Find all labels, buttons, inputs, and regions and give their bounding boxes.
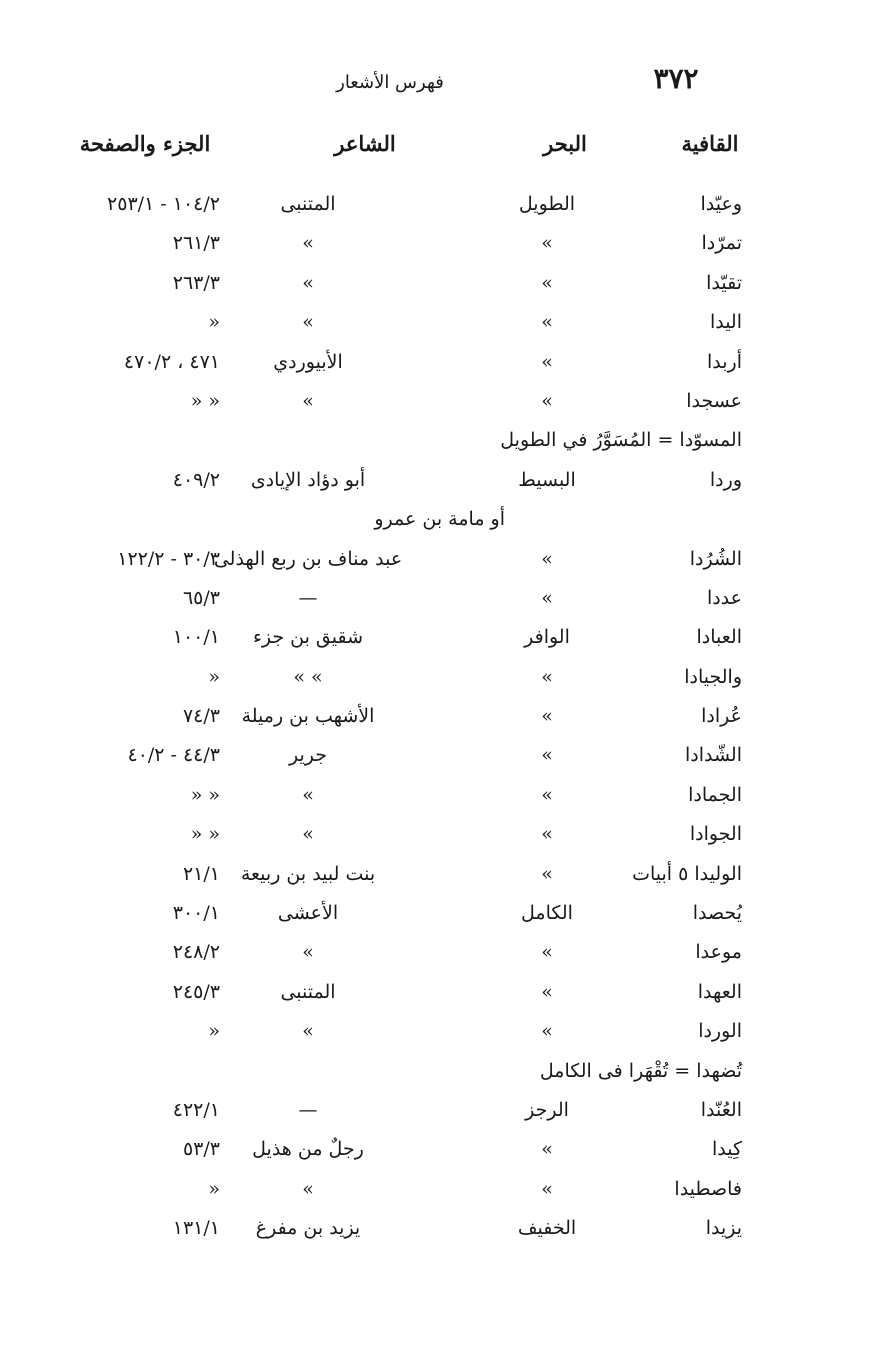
- poet-cell: المتنبى: [280, 980, 336, 1003]
- rhyme-cell: الجوادا: [689, 823, 742, 846]
- reference-cell: » »: [190, 783, 220, 806]
- index-row: [0, 232, 885, 271]
- reference-cell: ٤٠٩/٢: [172, 468, 220, 491]
- rhyme-cell: فاصطيدا: [674, 1177, 742, 1200]
- index-row: [0, 351, 885, 390]
- reference-cell: » »: [190, 823, 220, 846]
- reference-cell: ٤٢٢/١: [172, 1098, 220, 1121]
- poet-cell: —: [298, 586, 318, 609]
- index-row: [0, 1020, 885, 1059]
- poet-continuation: [0, 508, 885, 547]
- rhyme-cell: وردا: [709, 468, 742, 491]
- poet-cell: »: [302, 941, 314, 964]
- rhyme-cell: يُحصدا: [692, 902, 742, 925]
- note-text: المسوّدا = المُسَوَّرُ في الطويل: [500, 429, 742, 452]
- index-row: [0, 469, 885, 508]
- poet-cell: جرير: [289, 744, 327, 767]
- index-row: [0, 784, 885, 823]
- rhyme-cell: والجيادا: [684, 665, 742, 688]
- reference-cell: ٢٤٨/٢: [172, 941, 220, 964]
- cross-reference-note: [0, 429, 885, 468]
- index-row: [0, 311, 885, 350]
- column-header-reference: الجزء والصفحة: [79, 131, 211, 156]
- index-row: [0, 744, 885, 783]
- poet-cell: »: [302, 1020, 314, 1043]
- rhyme-cell: موعدا: [695, 941, 742, 964]
- meter-cell: »: [541, 980, 553, 1003]
- reference-cell: ٥٣/٣: [182, 1138, 220, 1161]
- poet-cell: » »: [293, 665, 323, 688]
- reference-cell: ٢٦١/٣: [172, 232, 220, 255]
- index-row: [0, 626, 885, 665]
- column-header-rhyme: القافية: [681, 131, 739, 156]
- poet-cell: »: [302, 232, 314, 255]
- reference-cell: ١٣١/١: [172, 1217, 220, 1240]
- rhyme-cell: الشُرُدا: [689, 547, 742, 570]
- reference-cell: » »: [190, 389, 220, 412]
- meter-cell: »: [541, 547, 553, 570]
- reference-cell: ١٠٤/٢ - ٢٥٣/١: [107, 193, 220, 215]
- rhyme-cell: الوليدا ٥ أبيات: [632, 862, 742, 885]
- index-row: [0, 981, 885, 1020]
- cross-reference-note: [0, 1060, 885, 1099]
- reference-cell: »: [208, 665, 220, 688]
- meter-cell: البسيط: [518, 468, 576, 491]
- meter-cell: »: [541, 862, 553, 885]
- meter-cell: الطويل: [518, 193, 576, 215]
- rhyme-cell: أربدا: [707, 350, 742, 373]
- rhyme-cell: يزيدا: [705, 1217, 742, 1240]
- poet-cell: —: [298, 1098, 318, 1121]
- index-row: [0, 1099, 885, 1138]
- index-row: [0, 823, 885, 862]
- index-row: [0, 1178, 885, 1217]
- poet-cell: »: [302, 1177, 314, 1200]
- reference-cell: ٢١/١: [182, 862, 220, 885]
- reference-cell: »: [208, 1177, 220, 1200]
- index-row: [0, 705, 885, 744]
- rhyme-cell: العبادا: [696, 626, 742, 649]
- meter-cell: »: [541, 271, 553, 294]
- reference-cell: ٣٠٠/١: [172, 902, 220, 925]
- index-row: [0, 272, 885, 311]
- index-row: [0, 390, 885, 429]
- poet-cell: »: [302, 271, 314, 294]
- rhyme-cell: عددا: [706, 586, 742, 609]
- meter-cell: »: [541, 665, 553, 688]
- reference-cell: ١٠٠/١: [172, 626, 220, 649]
- reference-cell: ٦٥/٣: [182, 586, 220, 609]
- meter-cell: »: [541, 389, 553, 412]
- poet-alternate-name: أو مامة بن عمرو: [374, 508, 505, 531]
- rhyme-cell: الجمادا: [688, 783, 742, 806]
- index-row: [0, 941, 885, 980]
- poet-cell: المتنبى: [280, 193, 336, 215]
- index-entries: [0, 193, 885, 1257]
- poet-cell: رجلٌ من هذيل: [252, 1138, 364, 1161]
- note-text: تُضهدا = تُقْهَرا فى الكامل: [539, 1059, 742, 1082]
- column-header-meter: البحر: [543, 131, 587, 156]
- rhyme-cell: العهدا: [697, 980, 742, 1003]
- meter-cell: الخفيف: [517, 1217, 577, 1240]
- rhyme-cell: الوردا: [698, 1020, 742, 1043]
- index-row: [0, 1138, 885, 1177]
- meter-cell: »: [541, 232, 553, 255]
- rhyme-cell: تمرّدا: [701, 232, 742, 255]
- reference-cell: ٧٤/٣: [182, 705, 220, 728]
- index-row: [0, 902, 885, 941]
- reference-cell: »: [208, 1020, 220, 1043]
- poet-cell: بنت لبيد بن ربيعة: [240, 862, 376, 885]
- poet-cell: »: [302, 389, 314, 412]
- poet-cell: »: [302, 823, 314, 846]
- meter-cell: »: [541, 586, 553, 609]
- reference-cell: »: [208, 311, 220, 334]
- meter-cell: »: [541, 311, 553, 334]
- poet-cell: »: [302, 311, 314, 334]
- meter-cell: الكامل: [521, 902, 573, 925]
- meter-cell: الرجز: [525, 1098, 569, 1121]
- index-row: [0, 1217, 885, 1256]
- meter-cell: الوافر: [524, 626, 570, 649]
- rhyme-cell: عسجدا: [686, 389, 742, 412]
- poet-cell: الأبيوردي: [273, 350, 343, 373]
- rhyme-cell: تقيّدا: [706, 271, 742, 294]
- page-number: ٣٧٢: [653, 62, 699, 95]
- poet-cell: يزيد بن مفرغ: [255, 1217, 361, 1240]
- index-row: [0, 666, 885, 705]
- reference-cell: ٤٤/٣ - ٤٠/٢: [127, 744, 220, 767]
- meter-cell: »: [541, 1138, 553, 1161]
- poet-cell: عبد مناف بن ربع الهذلى: [213, 547, 403, 570]
- rhyme-cell: وعيّدا: [700, 193, 742, 215]
- poet-cell: الأعشى: [277, 902, 339, 925]
- meter-cell: »: [541, 783, 553, 806]
- rhyme-cell: الشّدادا: [684, 744, 742, 767]
- rhyme-cell: كِيدا: [711, 1138, 742, 1161]
- poet-cell: أبو دؤاد الإيادى: [250, 468, 366, 491]
- index-row: [0, 863, 885, 902]
- meter-cell: »: [541, 823, 553, 846]
- reference-cell: ٢٤٥/٣: [172, 980, 220, 1003]
- running-title: فهرس الأشعار: [336, 72, 444, 93]
- meter-cell: »: [541, 705, 553, 728]
- meter-cell: »: [541, 350, 553, 373]
- meter-cell: »: [541, 941, 553, 964]
- rhyme-cell: العُنّدا: [700, 1098, 742, 1121]
- poet-cell: الأشهب بن رميلة: [241, 705, 375, 728]
- poet-cell: »: [302, 783, 314, 806]
- index-row: [0, 193, 885, 232]
- reference-cell: ٤٧١ ، ٤٧٠/٢: [123, 350, 220, 373]
- reference-cell: ٢٦٣/٣: [172, 271, 220, 294]
- rhyme-cell: عُرادا: [701, 705, 742, 728]
- column-header-poet: الشاعر: [334, 131, 396, 156]
- reference-cell: ٣٠/٣ - ١٢٢/٢: [117, 547, 220, 570]
- meter-cell: »: [541, 1177, 553, 1200]
- meter-cell: »: [541, 1020, 553, 1043]
- poet-cell: شقيق بن جزء: [252, 626, 364, 649]
- rhyme-cell: اليدا: [709, 311, 742, 334]
- index-row: [0, 587, 885, 626]
- meter-cell: »: [541, 744, 553, 767]
- index-row: [0, 548, 885, 587]
